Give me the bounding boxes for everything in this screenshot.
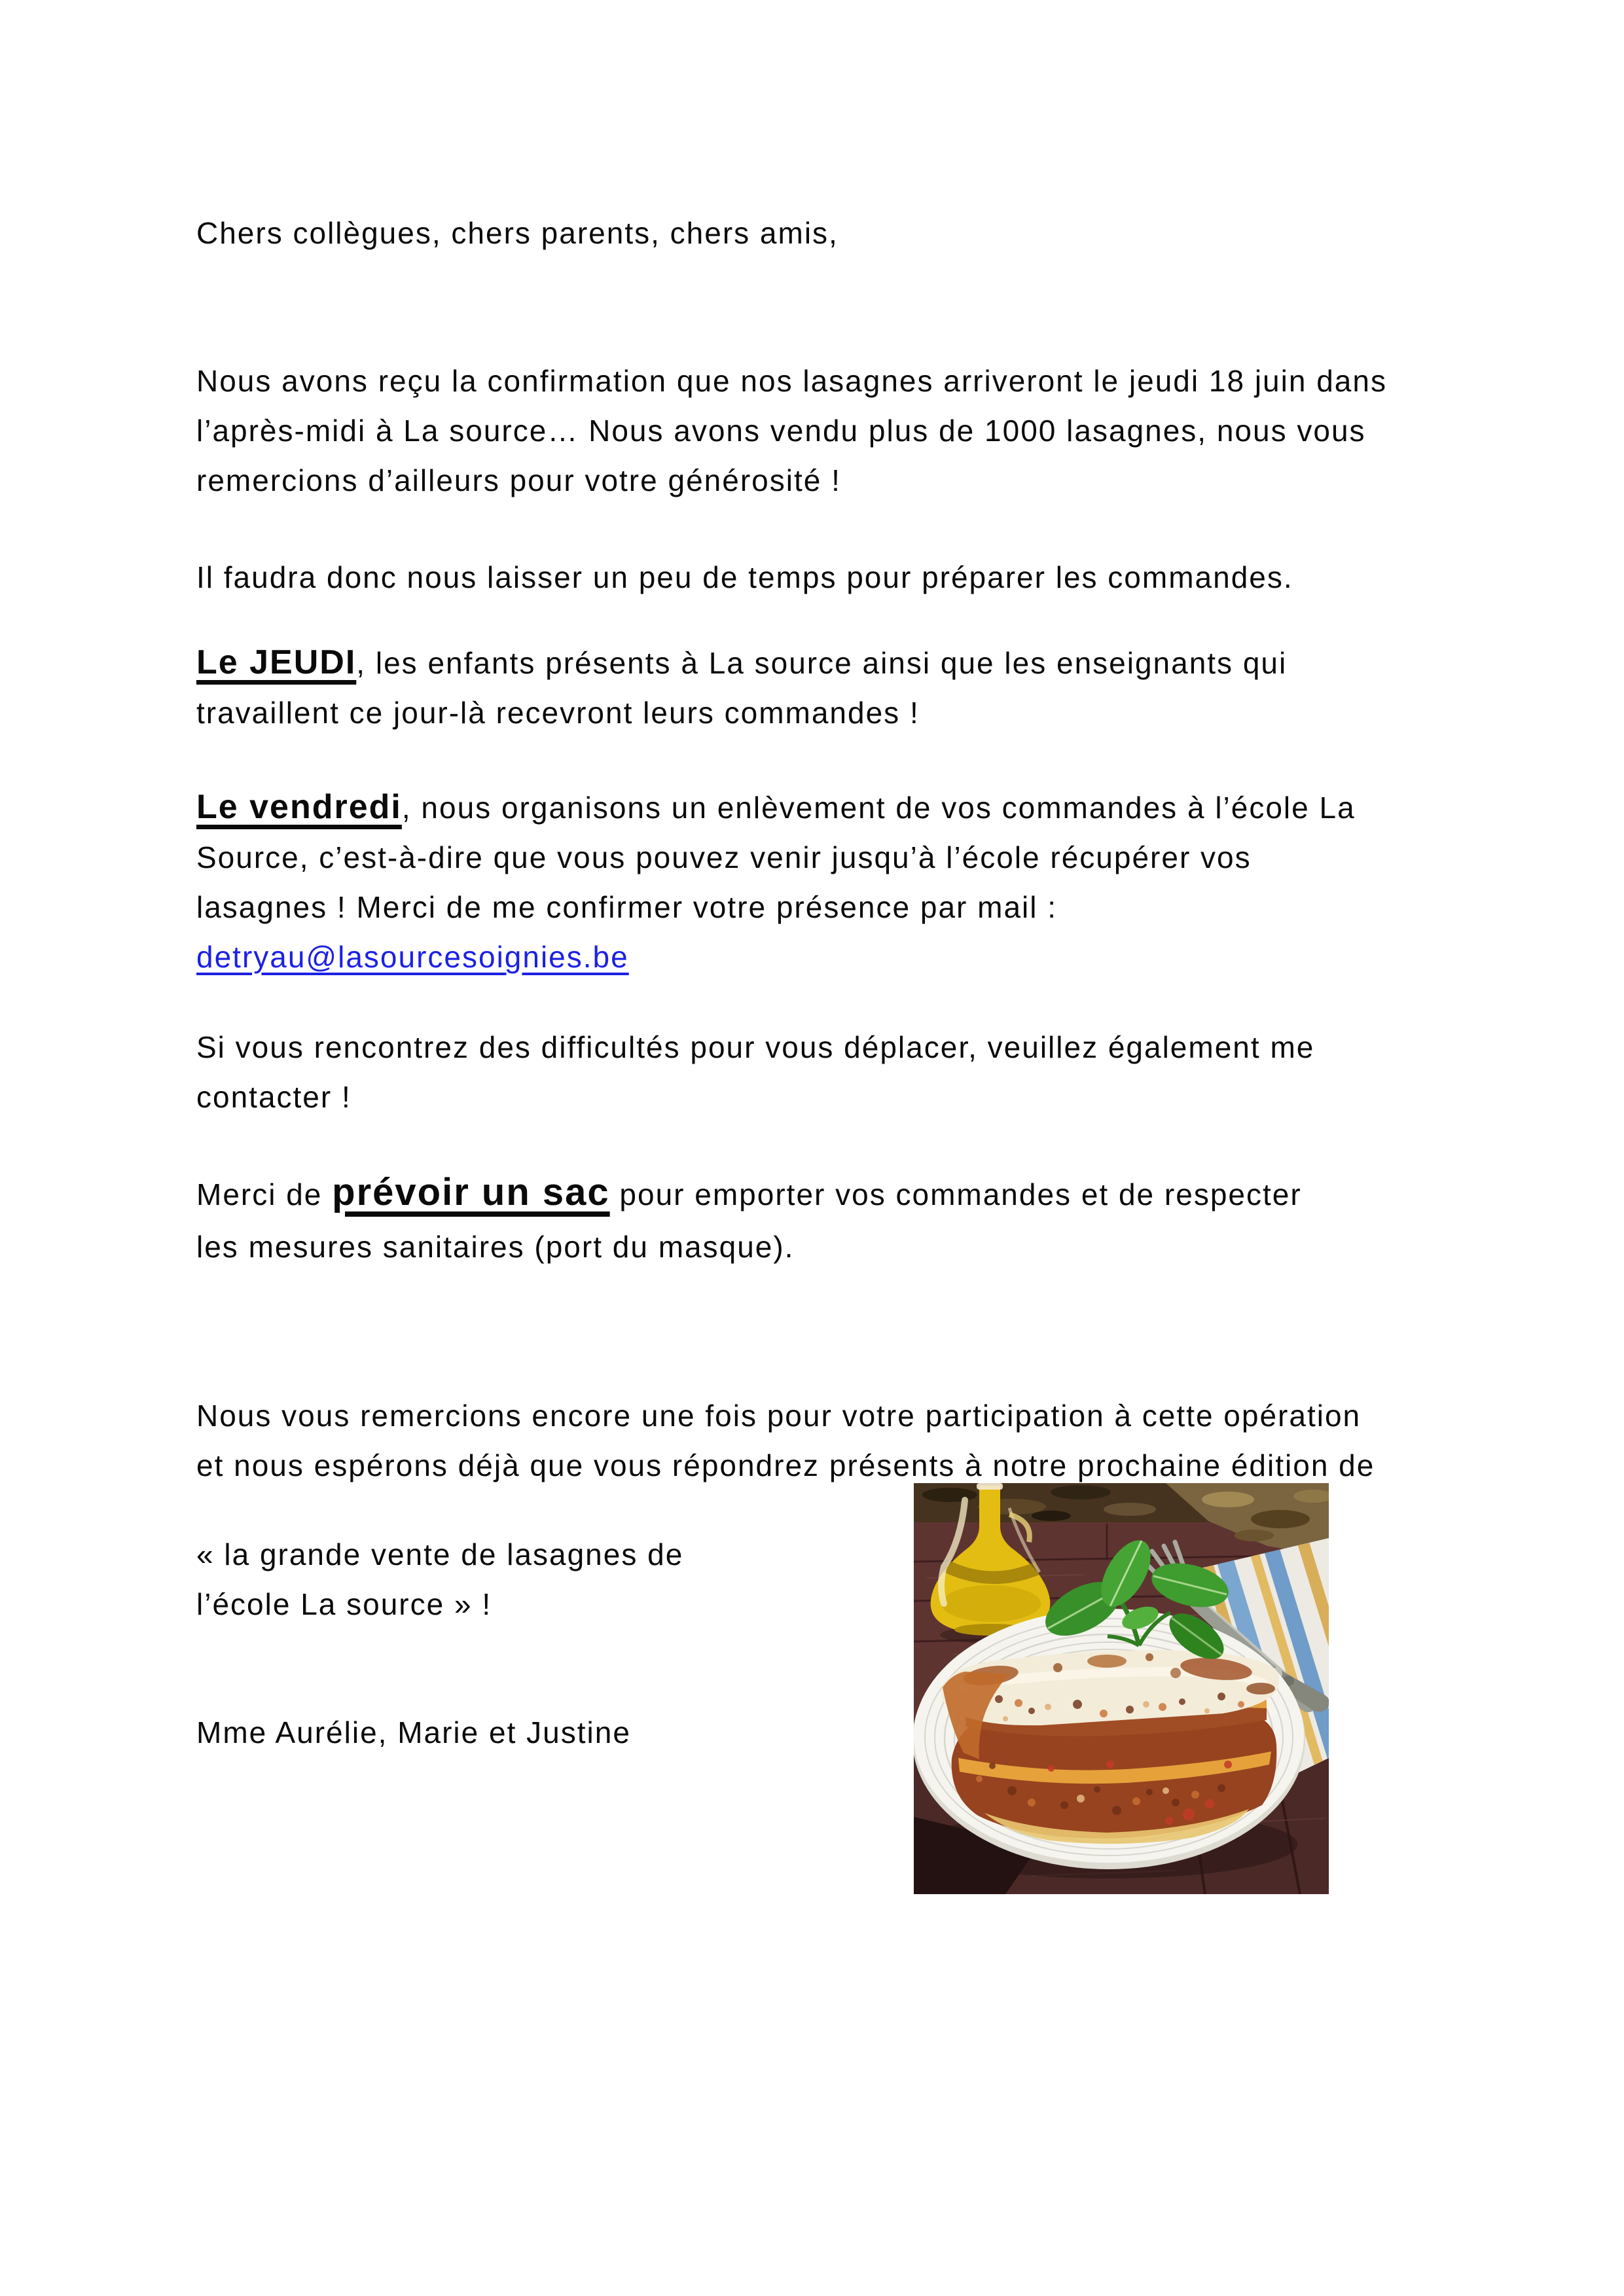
signature: Mme Aurélie, Marie et Justine: [196, 1715, 631, 1749]
paragraph-jeudi: [196, 637, 1430, 738]
jeudi-heading: Le JEUDI: [196, 643, 357, 681]
paragraph-vendredi: [196, 782, 1381, 982]
paragraph-remerciement-suite: « la grande vente de lasagnes de l’école La source » !: [196, 1537, 684, 1621]
paragraph-difficultes: Si vous rencontrez des difficultés pour vous déplacer, veuillez également me contacter !: [196, 1030, 1315, 1114]
jeudi-text: , les enfants présents à La source ainsi que les enseignants qui travaillent ce jour-là recevront leurs commandes !: [196, 646, 1288, 730]
paragraph-confirmation: Nous avons reçu la confirmation que nos lasagnes arriveront le jeudi 18 juin dans l’après-midi à La source… Nous avons vendu plus de 1000 lasagnes, nous vous remercions d’ailleurs pour votre générosité !: [196, 364, 1387, 497]
paragraph-sac: [196, 1166, 1309, 1273]
vendredi-heading: Le vendredi: [196, 788, 402, 826]
sac-emphasis: prévoir un sac: [332, 1171, 610, 1213]
lasagna-slice: [941, 1650, 1279, 1844]
salutation: Chers collègues, chers parents, chers amis,: [196, 216, 839, 250]
sac-text-post: pour emporter vos commandes et de respecter les mesures sanitaires (port du masque).: [196, 1177, 1302, 1264]
paragraph-delai: Il faudra donc nous laisser un peu de temps pour préparer les commandes.: [196, 560, 1293, 594]
vendredi-text: , nous organisons un enlèvement de vos commandes à l’école La Source, c’est-à-dire que vous pouvez venir jusqu’à l’école récupérer vos lasagnes ! Merci de me confirmer votre présence par mail :: [196, 791, 1356, 924]
email-link[interactable]: detryau@lasourcesoignies.be: [196, 940, 629, 974]
sac-text-pre: Merci de: [196, 1177, 333, 1211]
paragraph-remerciement: Nous vous remercions encore une fois pour votre participation à cette opération et nous espérons déjà que vous répondrez présents à notre prochaine édition de: [196, 1399, 1375, 1482]
lasagna-photo: [914, 1483, 1329, 1894]
